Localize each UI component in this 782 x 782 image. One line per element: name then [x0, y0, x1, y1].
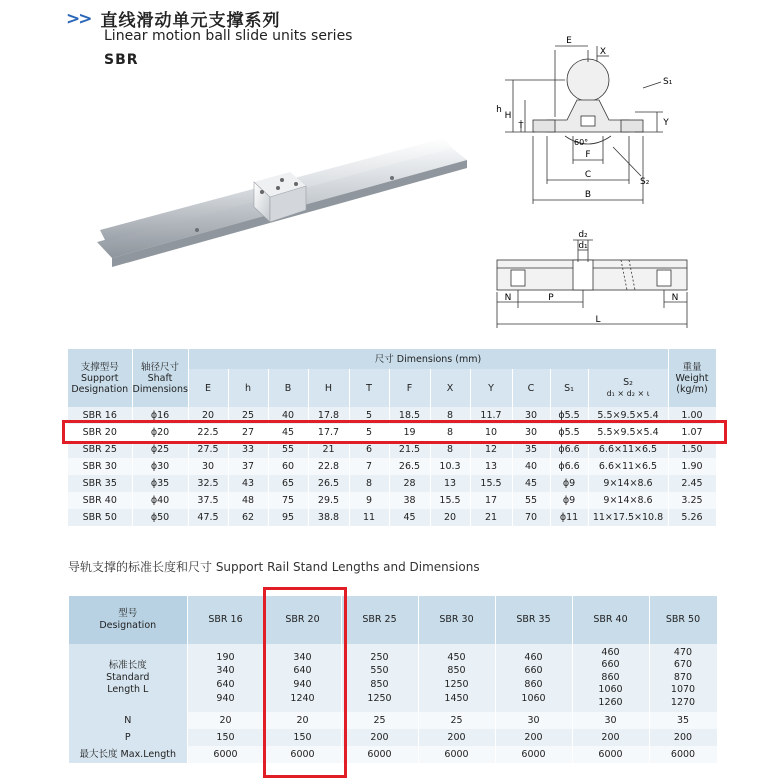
dim-label-p: P: [548, 293, 554, 303]
col-header-model: SBR 40: [572, 596, 649, 644]
rail-table: [69, 596, 718, 763]
page-title-en: Linear motion ball slide units series: [104, 28, 353, 44]
dim-label-h-lower: h: [496, 105, 502, 115]
table-row: SBR 35 ϕ35 32.5 43 65 26.5 8 28 13 15.5 45 ϕ9 9×14×8.6 2.45: [68, 475, 716, 492]
col-header-hh: H: [308, 369, 349, 407]
row-label-max-length: 最大长度 Max.Length: [69, 746, 187, 763]
length-cell: 460 660 860 1060: [495, 644, 572, 712]
col-header-f: F: [389, 369, 430, 407]
dim-label-angle: 60°: [574, 138, 589, 147]
length-cell: 250 550 850 1250: [341, 644, 418, 712]
series-code: SBR: [104, 52, 139, 68]
col-header-b: B: [268, 369, 308, 407]
rail-hole: [195, 228, 199, 232]
rail-hole: [390, 176, 394, 180]
page-header: [66, 6, 353, 68]
table-row-max-length: 最大长度 Max.Length 6000 6000 6000 6000 6000 6000 6000: [69, 746, 717, 763]
col-header-y: Y: [470, 369, 512, 407]
rail-section-heading: 导轨支撑的标准长度和尺寸 Support Rail Stand Lengths and Dimensions: [68, 560, 480, 574]
dim-label-e: E: [566, 36, 572, 46]
dim-label-t: T: [518, 121, 524, 130]
table-row: SBR 40 ϕ40 37.5 48 75 29.5 9 38 15.5 17 55 ϕ9 9×14×8.6 3.25: [68, 492, 716, 509]
row-label-standard-length: 标准长度 Standard Length L: [69, 644, 187, 712]
dim-label-b: B: [584, 190, 592, 200]
dim-label-h-upper: H: [504, 111, 512, 121]
table-row: SBR 25 ϕ25 27.5 33 55 21 6 21.5 8 12 35 ϕ6.6 6.6×11×6.5 1.50: [68, 441, 716, 458]
dim-label-x: X: [599, 47, 607, 57]
col-header-c: C: [512, 369, 550, 407]
length-cell: 190 340 640 940: [187, 644, 264, 712]
col-header-model: SBR 16: [187, 596, 264, 644]
row-label-p: P: [69, 729, 187, 746]
table-row-standard-length: [69, 644, 717, 712]
length-cell: 340 640 940 1240: [264, 644, 341, 712]
row-highlight-frame: [62, 420, 727, 444]
dim-label-s1: S₁: [663, 77, 673, 87]
length-cell: 460 660 860 1060 1260: [572, 644, 649, 712]
column-highlight-frame: [263, 587, 347, 778]
table-row: SBR 50 ϕ50 47.5 62 95 38.8 11 45 20 21 70 ϕ11 11×17.5×10.8 5.26: [68, 509, 716, 526]
row-label-n: N: [69, 712, 187, 729]
col-header-model: SBR 20: [264, 596, 341, 644]
dim-label-d2: d₂: [578, 230, 588, 240]
col-header-dimensions: 尺寸 Dimensions (mm): [188, 349, 668, 369]
side-drawing: [493, 228, 691, 330]
dim-label-y: Y: [663, 118, 669, 128]
dim-label-n-left: N: [504, 293, 512, 303]
col-header-t: T: [349, 369, 389, 407]
chevron-right-icon: >>: [66, 8, 91, 29]
dim-label-d1: d₁: [578, 241, 588, 251]
col-header-shaft: 轴径尺寸 Shaft Dimensions: [132, 349, 188, 407]
col-header-s1: S₁: [550, 369, 588, 407]
table-row: SBR 30 ϕ30 30 37 60 22.8 7 26.5 10.3 13 40 ϕ6.6 6.6×11×6.5 1.90: [68, 458, 716, 475]
col-header-e: E: [188, 369, 228, 407]
col-header-model: SBR 35: [495, 596, 572, 644]
dim-label-c: C: [584, 170, 592, 180]
col-header-x: X: [430, 369, 470, 407]
dim-label-n-right: N: [671, 293, 679, 303]
col-header-s2: S₂ d₁ × d₂ × ι: [588, 369, 668, 407]
col-header-weight: 重量 Weight (kg/m): [668, 349, 716, 407]
table-row: SBR 16 ϕ16 20 25 40 17.8 5 18.5 8 11.7 30 ϕ5.5 5.5×9.5×5.4 1.00: [68, 407, 716, 424]
page-title-cn: 直线滑动单元支撑系列: [100, 11, 281, 31]
col-header-model: SBR 25: [341, 596, 418, 644]
product-photo: [92, 130, 472, 280]
length-cell: 450 850 1250 1450: [418, 644, 495, 712]
table-row-n: N 20 20 25 25 30 30 35: [69, 712, 717, 729]
col-header-model: SBR 30: [418, 596, 495, 644]
length-cell: 470 670 870 1070 1270: [649, 644, 717, 712]
table-row-p: P 150 150 200 200 200 200 200: [69, 729, 717, 746]
col-header-model: 支撑型号 Support Designation: [68, 349, 132, 407]
dim-label-l: L: [595, 315, 601, 325]
col-header-designation: 型号 Designation: [69, 596, 187, 644]
table-row-highlighted: SBR 20 ϕ20 22.5 27 45 17.7 5 19 8 10 30 ϕ5.5 5.5×9.5×5.4 1.07: [68, 424, 716, 441]
dim-label-f: F: [585, 150, 591, 160]
profile-drawing: [485, 32, 685, 207]
col-header-model: SBR 50: [649, 596, 717, 644]
col-header-h: h: [228, 369, 268, 407]
dim-label-s2: S₂: [640, 177, 650, 187]
